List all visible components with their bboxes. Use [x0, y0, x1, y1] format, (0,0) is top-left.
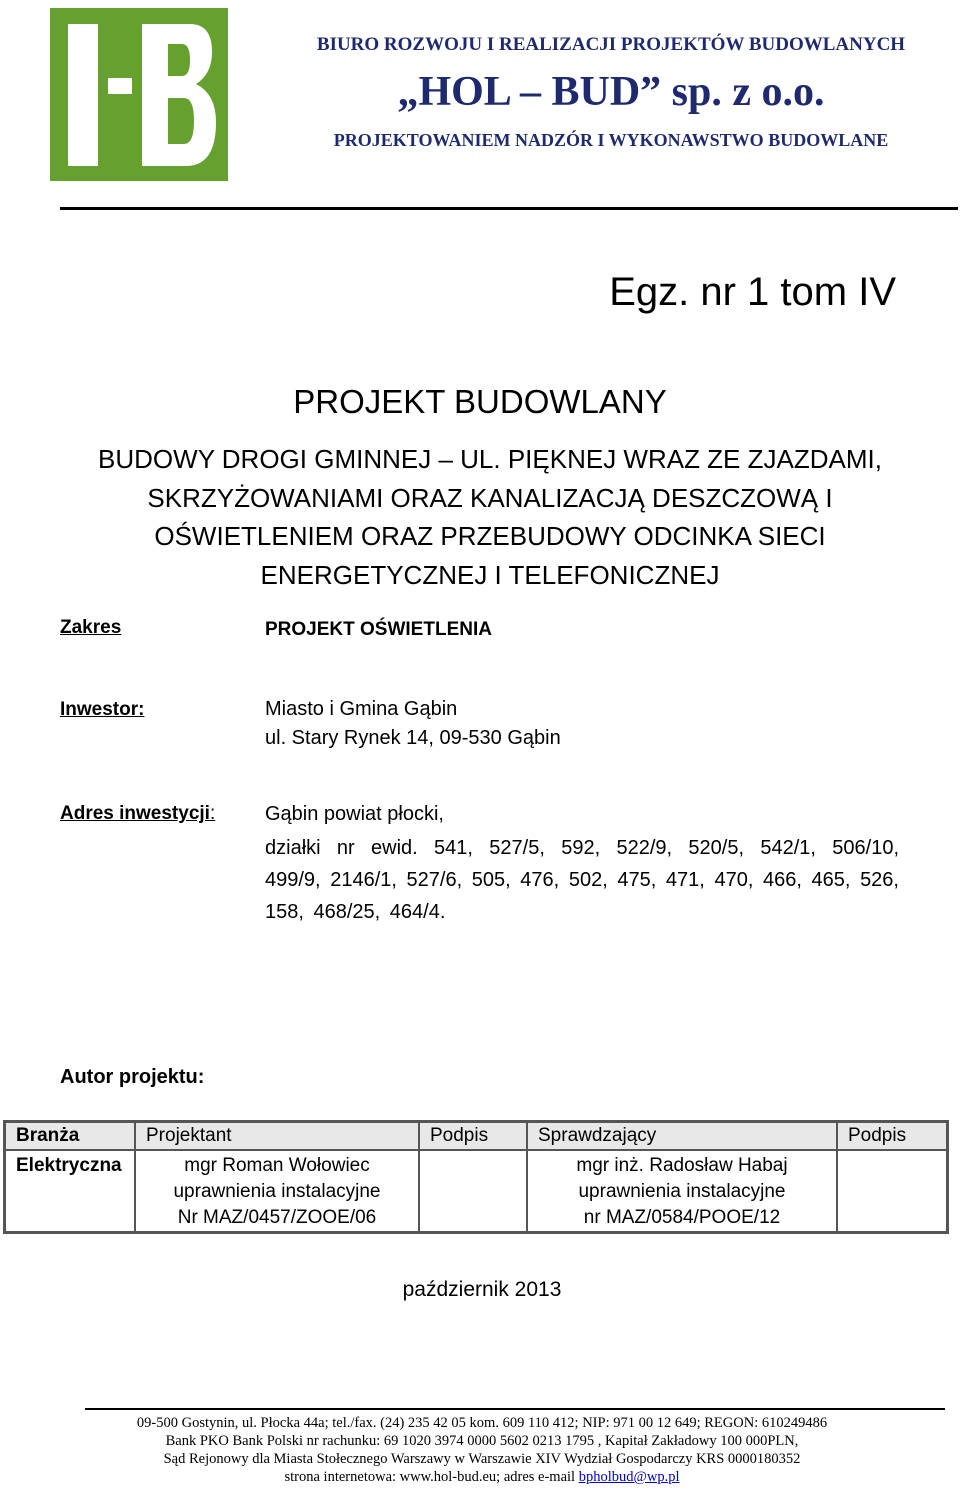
table-row: [5, 1150, 947, 1232]
company-footer: [60, 1414, 904, 1486]
checker-name: mgr inż. Radosław Habaj: [576, 1155, 788, 1176]
investor-address: ul. Stary Rynek 14, 09-530 Gąbin: [265, 727, 561, 749]
copy-number: Egz. nr 1 tom IV: [609, 270, 896, 314]
footer-contact-line: 09-500 Gostynin, ul. Płocka 44a; tel./fax. (24) 235 42 05 kom. 609 110 412; NIP: 971 00 12 649; REGON: 610249486: [136, 1415, 828, 1431]
company-logo: [50, 8, 228, 181]
logo-center-dash: [108, 78, 132, 94]
scope-value: PROJEKT OŚWIETLENIA: [265, 619, 492, 640]
designer-signature-cell: [419, 1150, 527, 1232]
header-signature-checker: Podpis: [837, 1122, 947, 1150]
checker-cell: [527, 1150, 837, 1232]
investor-label: Inwestor:: [60, 699, 145, 720]
email-link[interactable]: bpholbud@wp.pl: [578, 1469, 680, 1485]
project-title: PROJEKT BUDOWLANY: [293, 383, 667, 420]
checker-license: uprawnienia instalacyjne: [578, 1181, 786, 1202]
footer-bank-line: Bank PKO Bank Polski nr rachunku: 69 1020 3974 0000 5602 0213 1795 , Kapitał Zakładowy 100 000PLN,: [165, 1433, 799, 1449]
header-branch: Branża: [5, 1122, 135, 1150]
document-date: październik 2013: [402, 1278, 562, 1301]
footer-web-text: strona internetowa: www.hol-bud.eu; adres e-mail: [284, 1469, 579, 1485]
investment-address-label: [60, 803, 215, 825]
header-checker: Sprawdzający: [527, 1122, 837, 1150]
subtitle-line: BUDOWY DROGI GMINNEJ – UL. PIĘKNEJ WRAZ ZE ZJAZDAMI,: [98, 444, 882, 474]
authors-table: [3, 1120, 949, 1234]
designer-cell: [135, 1150, 419, 1232]
bureau-line: BIURO ROZWOJU I REALIZACJI PROJEKTÓW BUDOWLANYCH: [316, 34, 906, 55]
subtitle-line: ENERGETYCZNEJ I TELEFONICZNEJ: [260, 559, 720, 590]
company-name: „HOL – BUD” sp. z o.o.: [397, 69, 825, 115]
checker-signature-cell: [837, 1150, 947, 1232]
designer-license-number: Nr MAZ/0457/ZOOE/06: [177, 1207, 377, 1228]
author-label: Autor projektu:: [60, 1066, 205, 1088]
logo-left-bar: [68, 24, 98, 166]
header-signature: Podpis: [419, 1122, 527, 1150]
footer-court-line: Sąd Rejonowy dla Miasta Stołecznego Warszawy w Warszawie XIV Wydział Gospodarczy KRS 0000180352: [163, 1451, 801, 1467]
checker-license-number: nr MAZ/0584/POOE/12: [583, 1207, 781, 1228]
branch-cell: Elektryczna: [5, 1150, 135, 1232]
designer-license: uprawnienia instalacyjne: [173, 1181, 381, 1202]
table-header-row: [5, 1122, 947, 1150]
project-subtitle: [60, 440, 920, 594]
hb-logo-mark: [50, 8, 228, 181]
services-line: PROJEKTOWANIEM NADZÓR I WYKONAWSTWO BUDOWLANE: [333, 130, 889, 150]
header-divider: [60, 207, 958, 210]
footer-web-line: [60, 1468, 904, 1486]
footer-divider: [85, 1408, 945, 1410]
subtitle-line: OŚWIETLENIEM ORAZ PRZEBUDOWY ODCINKA SIECI: [154, 521, 826, 551]
investment-location: Gąbin powiat płocki,: [265, 803, 444, 825]
investment-address-label-colon: :: [209, 803, 216, 824]
header-designer: Projektant: [135, 1122, 419, 1150]
investment-address-label-text: Adres inwestycji: [60, 803, 210, 824]
investor-name: Miasto i Gmina Gąbin: [265, 698, 458, 720]
designer-name: mgr Roman Wołowiec: [184, 1155, 370, 1176]
subtitle-line: SKRZYŻOWANIAMI ORAZ KANALIZACJĄ DESZCZOWĄ I: [147, 482, 833, 513]
investment-parcels: działki nr ewid. 541, 527/5, 592, 522/9, 520/5, 542/1, 506/10, 499/9, 2146/1, 527/6, 505, 476, 502, 475, 471, 470, 466, 465, 526, 158, 468/25, 464/4.: [265, 837, 899, 923]
scope-label: Zakres: [60, 617, 122, 638]
